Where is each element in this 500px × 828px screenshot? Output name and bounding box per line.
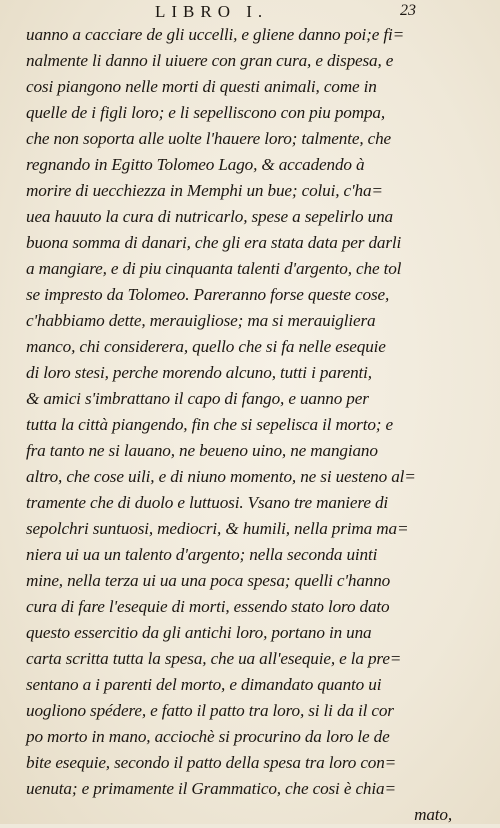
text-line: uanno a cacciare de gli uccelli, e gliene danno poi;e fi= bbox=[26, 25, 405, 44]
running-head bbox=[0, 2, 500, 24]
text-line: morire di uecchiezza in Memphi un bue; colui, c'ha= bbox=[26, 181, 383, 200]
text-line: altro, che cose uili, e di niuno momento, ne si uesteno al= bbox=[26, 467, 416, 486]
text-line: buona somma di danari, che gli era stata data per darli bbox=[26, 233, 402, 252]
text-line: quelle de i figli loro; e li sepelliscono con piu pompa, bbox=[26, 103, 385, 122]
text-line: uea hauuto la cura di nutricarlo, spese a sepelirlo una bbox=[26, 207, 393, 226]
text-line: questo essercitio da gli antichi loro, portano in una bbox=[26, 623, 372, 642]
text-line: sepolchri suntuosi, mediocri, & humili, nella prima ma= bbox=[26, 519, 409, 538]
text-line: uenuta; e primamente il Grammatico, che cosi è chia= bbox=[26, 779, 396, 798]
text-line: tramente che di duolo e luttuosi. Vsano tre maniere di bbox=[26, 493, 389, 512]
text-line: fra tanto ne si lauano, ne beueno uino, ne mangiano bbox=[26, 441, 378, 460]
page-number: 23 bbox=[400, 2, 416, 19]
text-line: c'habbiamo dette, merauigliose; ma si merauigliera bbox=[26, 311, 376, 330]
text-line: a mangiare, e di piu cinquanta talenti d'argento, che tol bbox=[26, 259, 402, 278]
text-line: mine, nella terza ui ua una poca spesa; quelli c'hanno bbox=[26, 571, 391, 590]
catchword: mato, bbox=[414, 805, 452, 824]
text-line: niera ui ua un talento d'argento; nella seconda uinti bbox=[26, 545, 378, 564]
text-line: bite esequie, secondo il patto della spesa tra loro con= bbox=[26, 753, 397, 772]
text-line: cura di fare l'esequie di morti, essendo stato loro dato bbox=[26, 597, 390, 616]
text-line: manco, chi considerera, quello che si fa nelle esequie bbox=[26, 337, 386, 356]
text-line: tutta la città piangendo, fin che si sepelisca il morto; e bbox=[26, 415, 393, 434]
text-line: di loro stesi, perche morendo alcuno, tutti i parenti, bbox=[26, 363, 372, 382]
text-line: carta scritta tutta la spesa, che ua all'esequie, e la pre= bbox=[26, 649, 402, 668]
running-head-title: LIBRO I. bbox=[155, 2, 269, 21]
text-line: sentano a i parenti del morto, e dimandato quanto ui bbox=[26, 675, 382, 694]
text-line: regnando in Egitto Tolomeo Lago, & accadendo à bbox=[26, 155, 365, 174]
text-line: uogliono spédere, e fatto il patto tra loro, si li da il cor bbox=[26, 701, 394, 720]
text-line: nalmente li danno il uiuere con gran cura, e dispesa, e bbox=[26, 51, 394, 70]
text-line: cosi piangono nelle morti di questi animali, come in bbox=[26, 77, 377, 96]
text-line: se impresto da Tolomeo. Pareranno forse queste cose, bbox=[26, 285, 390, 304]
text-line: che non soporta alle uolte l'hauere loro; talmente, che bbox=[26, 129, 392, 148]
body-text bbox=[26, 22, 466, 828]
text-line: & amici s'imbrattano il capo di fango, e uanno per bbox=[26, 389, 369, 408]
text-line: po morto in mano, acciochè si procurino da loro le de bbox=[26, 727, 390, 746]
